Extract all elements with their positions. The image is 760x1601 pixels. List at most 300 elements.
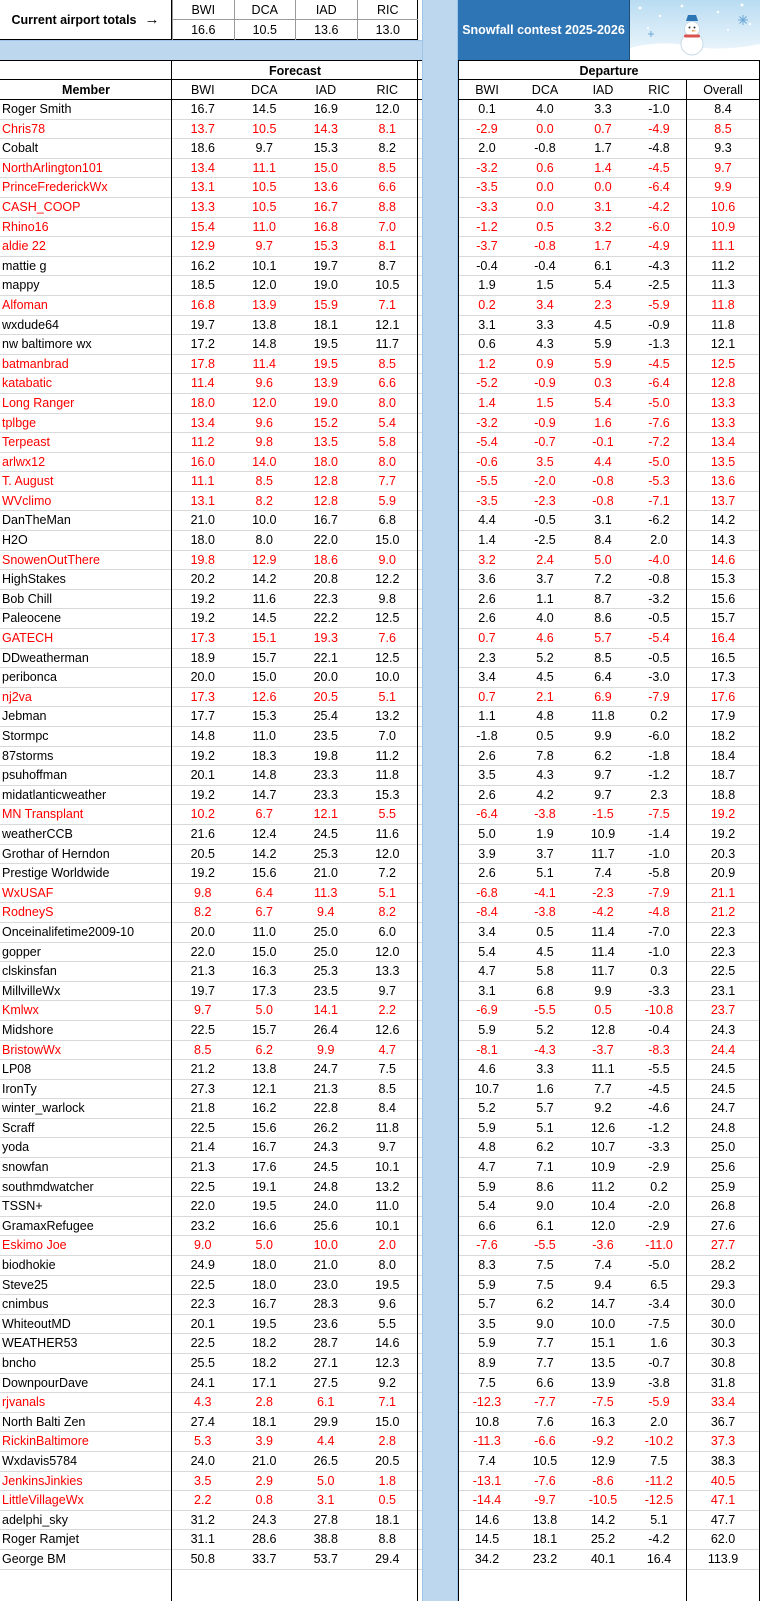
member-name: BristowWx bbox=[2, 1042, 62, 1057]
departure-value: 7.5 bbox=[478, 1375, 496, 1390]
overall-value: 25.0 bbox=[710, 1140, 736, 1155]
departure-value: -5.5 bbox=[534, 1003, 556, 1018]
forecast-value: 7.1 bbox=[378, 1395, 396, 1410]
member-name: DDweatherman bbox=[2, 650, 89, 665]
forecast-value: 18.0 bbox=[313, 454, 338, 469]
forecast-value: 20.1 bbox=[190, 1316, 215, 1331]
departure-value: 3.2 bbox=[594, 219, 612, 234]
departure-value: -5.4 bbox=[476, 435, 498, 450]
forecast-value: 25.0 bbox=[313, 944, 338, 959]
departure-value: 13.8 bbox=[532, 1512, 558, 1527]
forecast-value: 7.5 bbox=[378, 1062, 396, 1077]
departure-value: 3.1 bbox=[594, 199, 612, 214]
departure-left-border bbox=[458, 60, 459, 1601]
forecast-value: 22.5 bbox=[190, 1022, 215, 1037]
departure-value: -3.3 bbox=[476, 199, 498, 214]
member-name: Roger Ramjet bbox=[2, 1532, 80, 1547]
member-name: clskinsfan bbox=[2, 964, 57, 979]
forecast-value: 12.0 bbox=[375, 944, 400, 959]
member-name: cnimbus bbox=[2, 1297, 49, 1312]
departure-value: 2.3 bbox=[478, 650, 496, 665]
departure-value: 10.7 bbox=[474, 1081, 500, 1096]
table-row bbox=[458, 1158, 760, 1178]
forecast-value: 2.8 bbox=[255, 1395, 273, 1410]
departure-value: -6.0 bbox=[648, 729, 670, 743]
forecast-value: 2.8 bbox=[378, 1434, 396, 1449]
forecast-value: 2.2 bbox=[378, 1003, 396, 1018]
table-row bbox=[0, 178, 422, 198]
member-name: bncho bbox=[2, 1356, 37, 1370]
member-name: WEATHER53 bbox=[2, 1336, 78, 1351]
forecast-value: 24.1 bbox=[190, 1375, 215, 1390]
forecast-value: 18.1 bbox=[252, 1414, 277, 1429]
current-totals-panel bbox=[0, 0, 422, 40]
forecast-value: 24.3 bbox=[252, 1512, 277, 1527]
forecast-value: 24.7 bbox=[313, 1062, 338, 1077]
departure-value: -0.8 bbox=[592, 474, 614, 489]
departure-value: -5.0 bbox=[648, 1258, 670, 1273]
overall-value: 47.1 bbox=[710, 1493, 736, 1508]
departure-value: -11.0 bbox=[645, 1238, 673, 1253]
departure-value: 11.7 bbox=[591, 846, 615, 861]
departure-value: 0.5 bbox=[536, 924, 554, 939]
member-name: adelphi_sky bbox=[2, 1512, 69, 1527]
member-name: RodneyS bbox=[2, 905, 54, 920]
table-row bbox=[0, 1197, 422, 1217]
overall-value: 24.5 bbox=[710, 1081, 736, 1096]
departure-value: 5.2 bbox=[536, 650, 554, 665]
table-row bbox=[0, 766, 422, 786]
table-row bbox=[0, 1550, 422, 1570]
departure-value: 5.2 bbox=[478, 1101, 496, 1116]
member-name: wxdude64 bbox=[2, 317, 59, 332]
forecast-value: 6.7 bbox=[255, 905, 273, 920]
forecast-value: 18.0 bbox=[252, 1258, 277, 1273]
table-row bbox=[0, 531, 422, 551]
departure-value: 5.9 bbox=[478, 1120, 496, 1135]
departure-value: -8.1 bbox=[476, 1042, 498, 1057]
table-row bbox=[458, 629, 760, 649]
departure-value: 12.8 bbox=[590, 1022, 616, 1037]
member-name: yoda bbox=[2, 1140, 30, 1155]
departure-value: 11.1 bbox=[591, 1062, 615, 1077]
departure-value: 1.4 bbox=[594, 160, 612, 175]
overall-value: 8.5 bbox=[714, 121, 732, 136]
departure-value: -5.0 bbox=[648, 454, 670, 469]
forecast-value: 4.3 bbox=[194, 1395, 212, 1410]
departure-value: -1.4 bbox=[648, 826, 670, 841]
table-row bbox=[458, 453, 760, 473]
forecast-value: 12.1 bbox=[375, 317, 400, 332]
departure-value: 1.9 bbox=[536, 826, 554, 841]
overall-value: 11.1 bbox=[711, 239, 735, 254]
departure-value: 8.5 bbox=[594, 650, 612, 665]
overall-value: 14.3 bbox=[710, 533, 736, 548]
departure-value: -6.8 bbox=[476, 885, 498, 900]
table-row bbox=[458, 786, 760, 806]
forecast-value: 25.4 bbox=[313, 709, 338, 724]
table-row bbox=[0, 1393, 422, 1413]
departure-value: -0.7 bbox=[534, 435, 556, 450]
forecast-value: 8.8 bbox=[378, 1532, 396, 1547]
forecast-value: 7.6 bbox=[378, 631, 396, 646]
departure-value: 5.7 bbox=[478, 1297, 496, 1312]
departure-value: -2.5 bbox=[648, 278, 670, 293]
forecast-value: 12.5 bbox=[375, 611, 400, 626]
table-row bbox=[458, 864, 760, 884]
departure-value: 2.0 bbox=[650, 533, 668, 548]
departure-value: -1.2 bbox=[648, 1120, 670, 1135]
overall-value: 30.8 bbox=[710, 1356, 736, 1370]
overall-value: 17.6 bbox=[710, 689, 736, 704]
forecast-value: 14.7 bbox=[252, 787, 277, 802]
departure-value: 0.6 bbox=[536, 160, 554, 175]
departure-value: 3.7 bbox=[536, 846, 554, 861]
departure-value: 10.7 bbox=[590, 1140, 616, 1155]
departure-value: 5.0 bbox=[478, 826, 496, 841]
forecast-value: 14.8 bbox=[190, 729, 215, 743]
member-header: Member bbox=[62, 83, 110, 97]
forecast-value: 14.6 bbox=[375, 1336, 400, 1351]
table-row bbox=[0, 1178, 422, 1198]
table-row bbox=[0, 218, 422, 238]
departure-value: 3.5 bbox=[478, 768, 496, 783]
arrow-right-icon: → bbox=[144, 11, 160, 28]
member-name: T. August bbox=[2, 474, 54, 489]
table-row bbox=[458, 1099, 760, 1119]
forecast-value: 16.9 bbox=[313, 102, 338, 116]
table-row bbox=[0, 139, 422, 159]
overall-value: 19.2 bbox=[710, 826, 736, 841]
departure-value: 6.1 bbox=[536, 1218, 554, 1233]
departure-value: 11.7 bbox=[591, 964, 615, 979]
overall-value: 23.7 bbox=[710, 1003, 736, 1018]
forecast-value: 53.7 bbox=[313, 1551, 338, 1566]
table-row bbox=[458, 1472, 760, 1492]
overall-value: 13.5 bbox=[710, 454, 736, 469]
forecast-value: 7.7 bbox=[378, 474, 396, 489]
forecast-value: 13.4 bbox=[190, 415, 215, 430]
contest-header bbox=[458, 0, 760, 60]
forecast-value: 24.5 bbox=[313, 1160, 338, 1175]
forecast-value: 24.0 bbox=[313, 1199, 338, 1214]
departure-value: -10.5 bbox=[588, 1493, 618, 1508]
departure-value: 2.6 bbox=[478, 591, 496, 606]
forecast-value: 27.1 bbox=[313, 1356, 338, 1370]
forecast-value: 10.1 bbox=[252, 258, 277, 273]
departure-value: -6.2 bbox=[648, 513, 670, 528]
column-header: DCA bbox=[251, 83, 278, 97]
departure-value: 3.3 bbox=[536, 317, 554, 332]
departure-value: -14.4 bbox=[472, 1493, 502, 1508]
member-name: Eskimo Joe bbox=[2, 1238, 67, 1253]
departure-value: 5.2 bbox=[536, 1022, 554, 1037]
overall-value: 25.9 bbox=[710, 1179, 736, 1194]
departure-value: -2.9 bbox=[648, 1160, 670, 1175]
departure-value: 0.2 bbox=[650, 1179, 668, 1194]
overall-column-border bbox=[686, 80, 687, 1601]
table-row bbox=[458, 316, 760, 336]
departure-value: 5.4 bbox=[478, 944, 496, 959]
table-row bbox=[458, 1315, 760, 1335]
departure-value: 2.0 bbox=[478, 141, 496, 156]
forecast-value: 5.8 bbox=[378, 435, 396, 450]
overall-value: 21.2 bbox=[710, 905, 736, 920]
departure-value: 2.4 bbox=[536, 552, 554, 567]
forecast-value: 25.3 bbox=[313, 964, 338, 979]
departure-value: 5.9 bbox=[478, 1336, 496, 1351]
forecast-value: 8.7 bbox=[378, 258, 396, 273]
forecast-value: 17.2 bbox=[190, 337, 215, 352]
forecast-value: 19.1 bbox=[252, 1179, 277, 1194]
departure-value: -3.2 bbox=[476, 160, 498, 175]
forecast-value: 15.1 bbox=[252, 631, 277, 646]
departure-value: -5.8 bbox=[648, 866, 670, 881]
forecast-value: 3.5 bbox=[194, 1473, 212, 1488]
forecast-value: 20.2 bbox=[190, 572, 215, 587]
departure-value: 7.5 bbox=[536, 1277, 554, 1292]
departure-value: -13.1 bbox=[472, 1473, 502, 1488]
table-row bbox=[0, 845, 422, 865]
table-row bbox=[458, 1041, 760, 1061]
forecast-value: 5.9 bbox=[378, 493, 396, 508]
departure-value: -4.3 bbox=[534, 1042, 556, 1057]
overall-value: 13.3 bbox=[710, 395, 736, 410]
departure-value: -7.9 bbox=[648, 689, 670, 704]
table-row bbox=[0, 1530, 422, 1550]
overall-value: 14.6 bbox=[710, 552, 736, 567]
departure-value: -0.1 bbox=[592, 435, 614, 450]
departure-value: -0.5 bbox=[648, 650, 670, 665]
departure-value: -0.4 bbox=[648, 1022, 670, 1037]
forecast-value: 10.5 bbox=[252, 199, 277, 214]
member-name: Steve25 bbox=[2, 1277, 48, 1292]
table-row bbox=[0, 374, 422, 394]
forecast-value: 16.7 bbox=[252, 1297, 277, 1312]
departure-value: -7.2 bbox=[648, 435, 670, 450]
departure-value: -0.5 bbox=[534, 513, 556, 528]
departure-value: -3.7 bbox=[592, 1042, 614, 1057]
airport-total: 10.5 bbox=[252, 23, 277, 37]
forecast-value: 10.5 bbox=[252, 180, 277, 195]
forecast-value: 23.0 bbox=[313, 1277, 338, 1292]
departure-value: -4.2 bbox=[592, 905, 614, 920]
forecast-value: 16.7 bbox=[252, 1140, 277, 1155]
member-name: WVclimo bbox=[2, 493, 52, 508]
table-row bbox=[0, 649, 422, 669]
departure-value: 5.1 bbox=[536, 866, 554, 881]
member-name: CASH_COOP bbox=[2, 199, 81, 214]
table-row bbox=[458, 805, 760, 825]
forecast-value: 8.2 bbox=[194, 905, 212, 920]
member-name: winter_warlock bbox=[2, 1101, 85, 1116]
departure-value: 12.9 bbox=[590, 1453, 616, 1468]
forecast-value: 24.9 bbox=[190, 1258, 215, 1273]
forecast-value: 12.0 bbox=[252, 395, 277, 410]
forecast-value: 17.3 bbox=[252, 983, 277, 998]
departure-value: 6.1 bbox=[594, 258, 612, 273]
departure-value: 12.6 bbox=[590, 1120, 616, 1135]
member-name: weatherCCB bbox=[2, 826, 73, 841]
overall-value: 20.3 bbox=[710, 846, 736, 861]
forecast-value: 26.5 bbox=[313, 1453, 338, 1468]
forecast-value: 17.6 bbox=[252, 1160, 277, 1175]
forecast-value: 6.4 bbox=[255, 885, 273, 900]
forecast-value: 19.5 bbox=[313, 337, 338, 352]
member-name: Midshore bbox=[2, 1022, 54, 1037]
table-row bbox=[0, 727, 422, 747]
overall-value: 38.3 bbox=[710, 1453, 736, 1468]
member-name: JenkinsJinkies bbox=[2, 1473, 83, 1488]
forecast-value: 15.2 bbox=[313, 415, 338, 430]
forecast-value: 21.0 bbox=[313, 1258, 338, 1273]
departure-value: 4.7 bbox=[478, 1160, 496, 1175]
departure-value: -6.4 bbox=[648, 180, 670, 195]
departure-value: -1.8 bbox=[648, 748, 670, 763]
member-name: aldie 22 bbox=[2, 239, 46, 254]
departure-value: 0.9 bbox=[536, 356, 554, 371]
table-row bbox=[458, 178, 760, 198]
departure-value: 13.5 bbox=[590, 1356, 616, 1370]
table-row bbox=[458, 1080, 760, 1100]
departure-value: 15.1 bbox=[590, 1336, 616, 1351]
table-row bbox=[0, 1432, 422, 1452]
forecast-value: 14.1 bbox=[313, 1003, 338, 1018]
forecast-value: 17.1 bbox=[252, 1375, 277, 1390]
departure-value: 4.0 bbox=[536, 611, 554, 626]
departure-value: 4.5 bbox=[594, 317, 612, 332]
forecast-value: 13.8 bbox=[252, 317, 277, 332]
forecast-value: 14.0 bbox=[252, 454, 277, 469]
forecast-value: 17.7 bbox=[190, 709, 215, 724]
forecast-value: 12.9 bbox=[190, 239, 215, 254]
table-row bbox=[0, 100, 422, 120]
departure-value: -0.4 bbox=[476, 258, 498, 273]
member-name: snowfan bbox=[2, 1160, 49, 1175]
departure-value: -3.4 bbox=[648, 1297, 670, 1312]
departure-value: 5.8 bbox=[536, 964, 554, 979]
airport-total: 13.0 bbox=[375, 23, 400, 37]
table-row bbox=[458, 120, 760, 140]
table-row bbox=[0, 1256, 422, 1276]
table-row bbox=[458, 1138, 760, 1158]
forecast-value: 5.4 bbox=[378, 415, 396, 430]
forecast-value: 14.8 bbox=[252, 768, 277, 783]
airport-total: 13.6 bbox=[314, 23, 339, 37]
departure-value: 4.5 bbox=[536, 670, 554, 685]
overall-value: 21.1 bbox=[710, 885, 736, 900]
forecast-value: 25.6 bbox=[313, 1218, 338, 1233]
forecast-value: 19.7 bbox=[190, 983, 215, 998]
departure-value: 0.3 bbox=[650, 964, 668, 979]
forecast-value: 12.3 bbox=[375, 1356, 400, 1370]
departure-value: 6.2 bbox=[536, 1140, 554, 1155]
forecast-value: 15.7 bbox=[252, 650, 277, 665]
departure-value: -6.4 bbox=[648, 376, 670, 391]
departure-value: 9.0 bbox=[536, 1316, 554, 1331]
forecast-value: 21.2 bbox=[190, 1062, 215, 1077]
departure-value: 8.9 bbox=[478, 1356, 496, 1370]
table-row bbox=[458, 139, 760, 159]
column-header: DCA bbox=[531, 83, 559, 97]
departure-value: 2.6 bbox=[478, 748, 496, 763]
departure-value: 0.5 bbox=[536, 729, 554, 743]
departure-value: -1.2 bbox=[648, 768, 670, 783]
forecast-header: Forecast bbox=[268, 64, 322, 78]
forecast-value: 3.9 bbox=[255, 1434, 273, 1449]
departure-value: 0.2 bbox=[478, 297, 496, 312]
forecast-value: 12.1 bbox=[252, 1081, 277, 1096]
departure-value: 5.1 bbox=[536, 1120, 554, 1135]
table-row bbox=[0, 786, 422, 806]
forecast-value: 23.5 bbox=[313, 729, 338, 743]
departure-value: 1.9 bbox=[478, 278, 496, 293]
member-name: Scraff bbox=[2, 1120, 35, 1135]
departure-value: 3.1 bbox=[478, 317, 496, 332]
forecast-value: 13.2 bbox=[375, 1179, 400, 1194]
forecast-value: 10.0 bbox=[313, 1238, 338, 1253]
table-row bbox=[458, 276, 760, 296]
table-row bbox=[458, 1432, 760, 1452]
departure-value: 4.4 bbox=[594, 454, 612, 469]
departure-value: 7.2 bbox=[594, 572, 612, 587]
table-row bbox=[458, 1276, 760, 1296]
member-name: tplbge bbox=[2, 415, 37, 430]
forecast-value: 19.8 bbox=[190, 552, 215, 567]
forecast-value: 7.0 bbox=[378, 219, 396, 234]
member-name: nj2va bbox=[2, 689, 32, 704]
overall-value: 16.4 bbox=[710, 631, 736, 646]
table-row bbox=[458, 1334, 760, 1354]
forecast-value: 9.6 bbox=[255, 376, 273, 391]
departure-value: 10.0 bbox=[590, 1316, 616, 1331]
forecast-value: 6.8 bbox=[378, 513, 396, 528]
forecast-value: 10.2 bbox=[190, 807, 215, 822]
forecast-value: 8.2 bbox=[378, 141, 396, 156]
forecast-value: 12.5 bbox=[375, 650, 400, 665]
departure-value: 3.3 bbox=[536, 1062, 554, 1077]
table-row bbox=[0, 1158, 422, 1178]
table-row bbox=[0, 1276, 422, 1296]
member-name: Stormpc bbox=[2, 729, 49, 743]
forecast-value: 15.0 bbox=[252, 944, 277, 959]
departure-value: -1.0 bbox=[648, 944, 670, 959]
overall-value: 18.4 bbox=[710, 748, 736, 763]
table-row bbox=[0, 1511, 422, 1531]
forecast-value: 50.8 bbox=[190, 1551, 215, 1566]
forecast-value: 19.5 bbox=[252, 1316, 277, 1331]
table-row bbox=[0, 316, 422, 336]
forecast-value: 5.5 bbox=[378, 807, 396, 822]
forecast-value: 12.8 bbox=[313, 474, 338, 489]
departure-value: 11.8 bbox=[591, 709, 615, 724]
forecast-value: 8.5 bbox=[378, 160, 396, 175]
overall-value: 10.9 bbox=[710, 219, 736, 234]
departure-value: 3.6 bbox=[478, 572, 496, 587]
table-row bbox=[0, 629, 422, 649]
table-row bbox=[458, 100, 760, 120]
overall-value: 62.0 bbox=[710, 1532, 736, 1547]
overall-value: 33.4 bbox=[710, 1395, 736, 1410]
table-row bbox=[458, 355, 760, 375]
table-row bbox=[458, 1021, 760, 1041]
forecast-value: 16.8 bbox=[313, 219, 338, 234]
departure-value: -4.2 bbox=[648, 1532, 670, 1547]
departure-value: -12.3 bbox=[472, 1395, 502, 1410]
departure-value: 4.6 bbox=[536, 631, 554, 646]
forecast-value: 11.8 bbox=[375, 1120, 399, 1135]
departure-value: 4.5 bbox=[536, 944, 554, 959]
